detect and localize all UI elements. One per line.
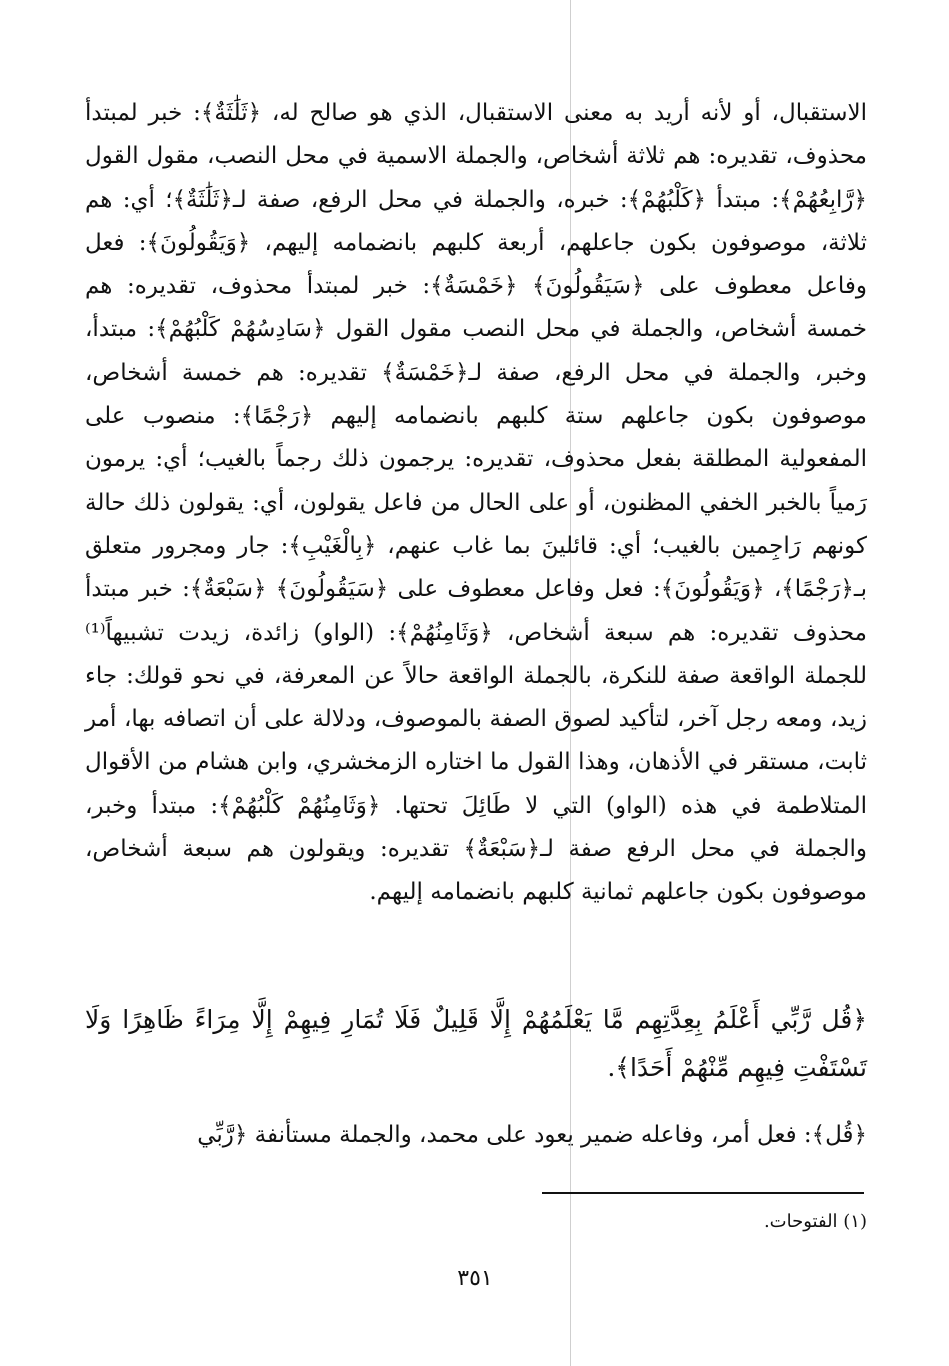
footnote-divider	[542, 1192, 864, 1194]
footnote: (١) الفتوحات.	[763, 1211, 867, 1232]
commentary-continuation: ﴿قُل﴾: فعل أمر، وفاعله ضمير يعود على محمد، والجملة مستأنفة ﴿رَّبِّي	[197, 1122, 867, 1148]
page-number: ٣٥١	[457, 1266, 493, 1291]
quran-verse: ﴿قُل رَّبِّي أَعْلَمُ بِعِدَّتِهِم مَّا يَعْلَمُهُمْ إِلَّا قَلِيلٌ فَلَا تُمَارِ فِيهِمْ إِلَّا مِرَاءً ظَاهِرًا وَلَا تَسْتَفْتِ فِيهِم مِّنْهُمْ أَحَدًا﴾.	[85, 1005, 867, 1082]
commentary-paragraph: الاستقبال، أو لأنه أريد به معنى الاستقبال، الذي هو صالح له، ﴿ثَلَٰثَةٌ﴾: خبر لمبتدأ محذوف، تقديره: هم ثلاثة أشخاص، والجملة الاسمية في محل النصب، مقول القول ﴿رَّابِعُهُمْ﴾: مبتدأ ﴿كَلْبُهُمْ﴾: خبره، والجملة في محل الرفع، صفة لـ﴿ثَلَٰثَةٌ﴾؛ أي: هم ثلاثة، موصوفون بكون جاعلهم، أربعة كلبهم بانضمامه إليهم، ﴿وَيَقُولُونَ﴾: فعل وفاعل معطوف على ﴿سَيَقُولُونَ﴾ ﴿خَمْسَةٌ﴾: خبر لمبتدأ محذوف، تقديره: هم خمسة أشخاص، والجملة في محل النصب مقول القول ﴿سَادِسُهُمْ كَلْبُهُمْ﴾: مبتدأ، وخبر، والجملة في محل الرفع، صفة لـ﴿خَمْسَةٌ﴾ تقديره: هم خمسة أشخاص، موصوفون بكون جاعلهم ستة كلبهم بانضمامه إليهم ﴿رَجْمًا﴾: منصوب على المفعولية المطلقة بفعل محذوف، تقديره: يرجمون ذلك رجماً بالغيب؛ أي: يرمون رَمياً بالخبر الخفي المظنون، أو على الحال من فاعل يقولون، أي: يقولون ذلك حالة كونهم رَاجِمين بالغيب؛ أي: قائلينَ بما غاب عنهم، ﴿بِالْغَيْبِ﴾: جار ومجرور متعلق بـ﴿رَجْمًا﴾، ﴿وَيَقُولُونَ﴾: فعل وفاعل معطوف على ﴿سَيَقُولُونَ﴾ ﴿سَبْعَةٌ﴾: خبر مبتدأ محذوف تقديره: هم سبعة أشخاص، ﴿وَثَامِنُهُمْ﴾: (الواو) زائدة، زيدت تشبيهاً⁽¹⁾ للجملة الواقعة صفة للنكرة، بالجملة الواقعة حالاً عن المعرفة، في نحو قولك: جاء زيد، ومعه رجل آخر، لتأكيد لصوق الصفة بالموصوف، ودلالة على أن اتصافه بها، أمر ثابت، مستقر في الأذهان، وهذا القول ما اختاره الزمخشري، وابن هشام من الأقوال المتلاطمة في هذه (الواو) التي لا طَائِلَ تحتها. ﴿وَثَامِنُهُمْ كَلْبُهُمْ﴾: مبتدأ وخبر، والجملة في محل الرفع صفة لـ﴿سَبْعَةٌ﴾ تقديره: ويقولون هم سبعة أشخاص، موصوفون بكون جاعلهم ثمانية كلبهم بانضمامه إليهم.	[85, 100, 867, 906]
